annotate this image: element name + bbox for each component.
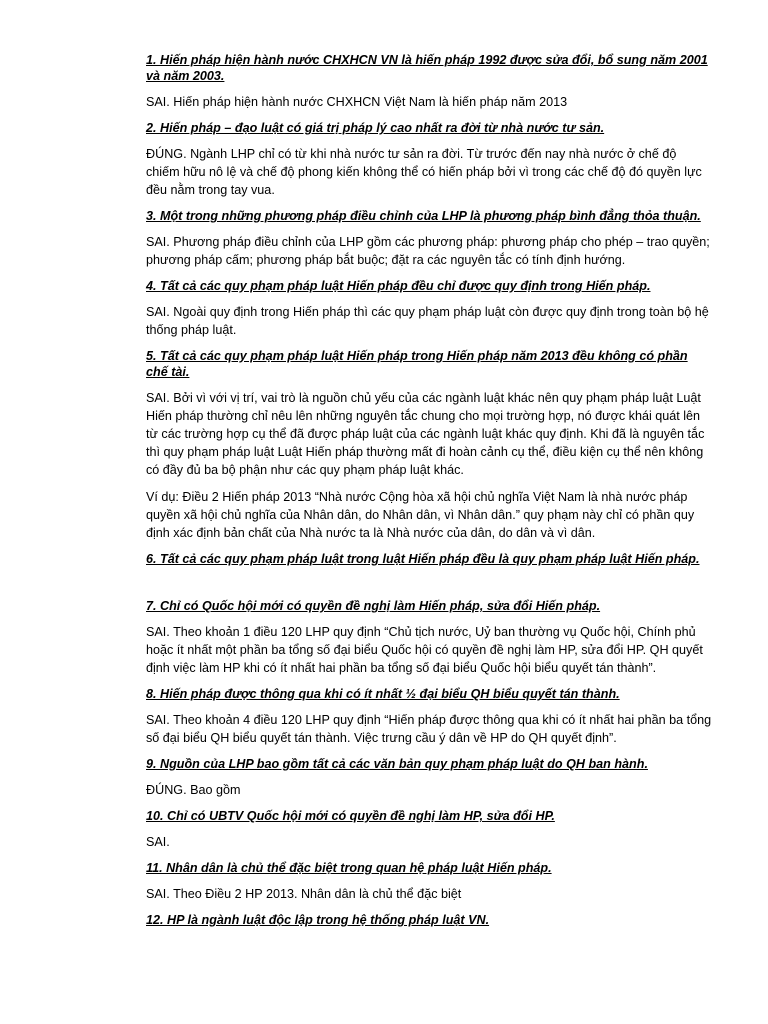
answer-7: SAI. Theo khoản 1 điều 120 LHP quy định “Chủ tịch nước, Uỷ ban thường vụ Quốc hội, Chính phủ hoặc ít nhất một phần ba tổng số đại biểu Quốc hội có quyền đề nghị làm HP, sửa đổi HP. QH quyết định việc làm HP khi có ít nhất hai phần ba tổng số đại biểu Quốc hội biểu quyết tán thành”. [146, 625, 703, 675]
question-4: 4. Tất cả các quy phạm pháp luật Hiến pháp đều chỉ được quy định trong Hiến pháp. [146, 279, 651, 293]
answer-8: SAI. Theo khoản 4 điều 120 LHP quy định “Hiến pháp được thông qua khi có ít nhất hai phần ba tổng số đại biểu QH biểu quyết tán thành. Việc trưng cầu ý dân về HP do QH quyết định”. [146, 713, 712, 745]
question-7: 7. Chỉ có Quốc hội mới có quyền đề nghị làm Hiến pháp, sửa đổi Hiến pháp. [146, 599, 601, 613]
answer-5-example: Ví dụ: Điều 2 Hiến pháp 2013 “Nhà nước Cộng hòa xã hội chủ nghĩa Việt Nam là nhà nước pháp quyền xã hội chủ nghĩa của Nhân dân, do Nhân dân, vì Nhân dân.” quy phạm này chỉ có phần quy định xác định bản chất của Nhà nước ta là Nhà nước của dân, do dân và vì dân. [146, 490, 695, 540]
answer-11: SAI. Theo Điều 2 HP 2013. Nhân dân là chủ thể đặc biệt [146, 887, 462, 901]
answer-9: ĐÚNG. Bao gồm [146, 783, 241, 797]
answer-5: SAI. Bởi vì với vị trí, vai trò là nguồn chủ yếu của các ngành luật khác nên quy phạm pháp luật Luật Hiến pháp thường chỉ nêu lên những nguyên tắc chung cho mọi trường hợp, nó được khái quát lên từ các trường hợp cụ thể đã được pháp luật của các ngành luật khác quy định. Khi đã là nguyên tắc thì quy phạm pháp luật Luật Hiến pháp thường mất đi hoàn cảnh cụ thể, điều kiện cụ thể nên không có đầy đủ ba bộ phận như các quy phạm pháp luật khác. [146, 391, 705, 477]
answer-3: SAI. Phương pháp điều chỉnh của LHP gồm các phương pháp: phương pháp cho phép – trao quyền; phương pháp cấm; phương pháp bắt buộc; đặt ra các nguyên tắc có tính định hướng. [146, 235, 710, 267]
document-page [146, 52, 712, 937]
question-11: 11. Nhân dân là chủ thể đặc biệt trong quan hệ pháp luật Hiến pháp. [146, 861, 552, 875]
question-6: 6. Tất cả các quy phạm pháp luật trong luật Hiến pháp đều là quy phạm pháp luật Hiến pháp. [146, 552, 700, 566]
question-10: 10. Chỉ có UBTV Quốc hội mới có quyền đề nghị làm HP, sửa đổi HP. [146, 809, 555, 823]
answer-4: SAI. Ngoài quy định trong Hiến pháp thì các quy phạm pháp luật còn được quy định trong toàn bộ hệ thống pháp luật. [146, 305, 709, 337]
question-1: 1. Hiến pháp hiện hành nước CHXHCN VN là hiến pháp 1992 được sửa đổi, bổ sung năm 2001 và năm 2003. [146, 53, 708, 83]
question-2: 2. Hiến pháp – đạo luật có giá trị pháp lý cao nhất ra đời từ nhà nước tư sản. [146, 121, 605, 135]
question-9: 9. Nguồn của LHP bao gồm tất cả các văn bản quy phạm pháp luật do QH ban hành. [146, 757, 648, 771]
answer-1: SAI. Hiến pháp hiện hành nước CHXHCN Việt Nam là hiến pháp năm 2013 [146, 95, 568, 109]
question-12: 12. HP là ngành luật độc lập trong hệ thống pháp luật VN. [146, 913, 490, 927]
answer-10: SAI. [146, 835, 170, 849]
question-3: 3. Một trong những phương pháp điều chỉnh của LHP là phương pháp bình đẳng thỏa thuận. [146, 209, 701, 223]
answer-2: ĐÚNG. Ngành LHP chỉ có từ khi nhà nước tư sản ra đời. Từ trước đến nay nhà nước ở chế độ chiếm hữu nô lệ và chế độ phong kiến không thể có hiến pháp bởi vì trong các chế độ đó quyền lực đều nằm trong tay vua. [146, 147, 702, 197]
blank-space [146, 576, 712, 598]
question-8: 8. Hiến pháp được thông qua khi có ít nhất ½ đại biểu QH biểu quyết tán thành. [146, 687, 620, 701]
question-5: 5. Tất cả các quy phạm pháp luật Hiến pháp trong Hiến pháp năm 2013 đều không có phần chế tài. [146, 349, 688, 379]
